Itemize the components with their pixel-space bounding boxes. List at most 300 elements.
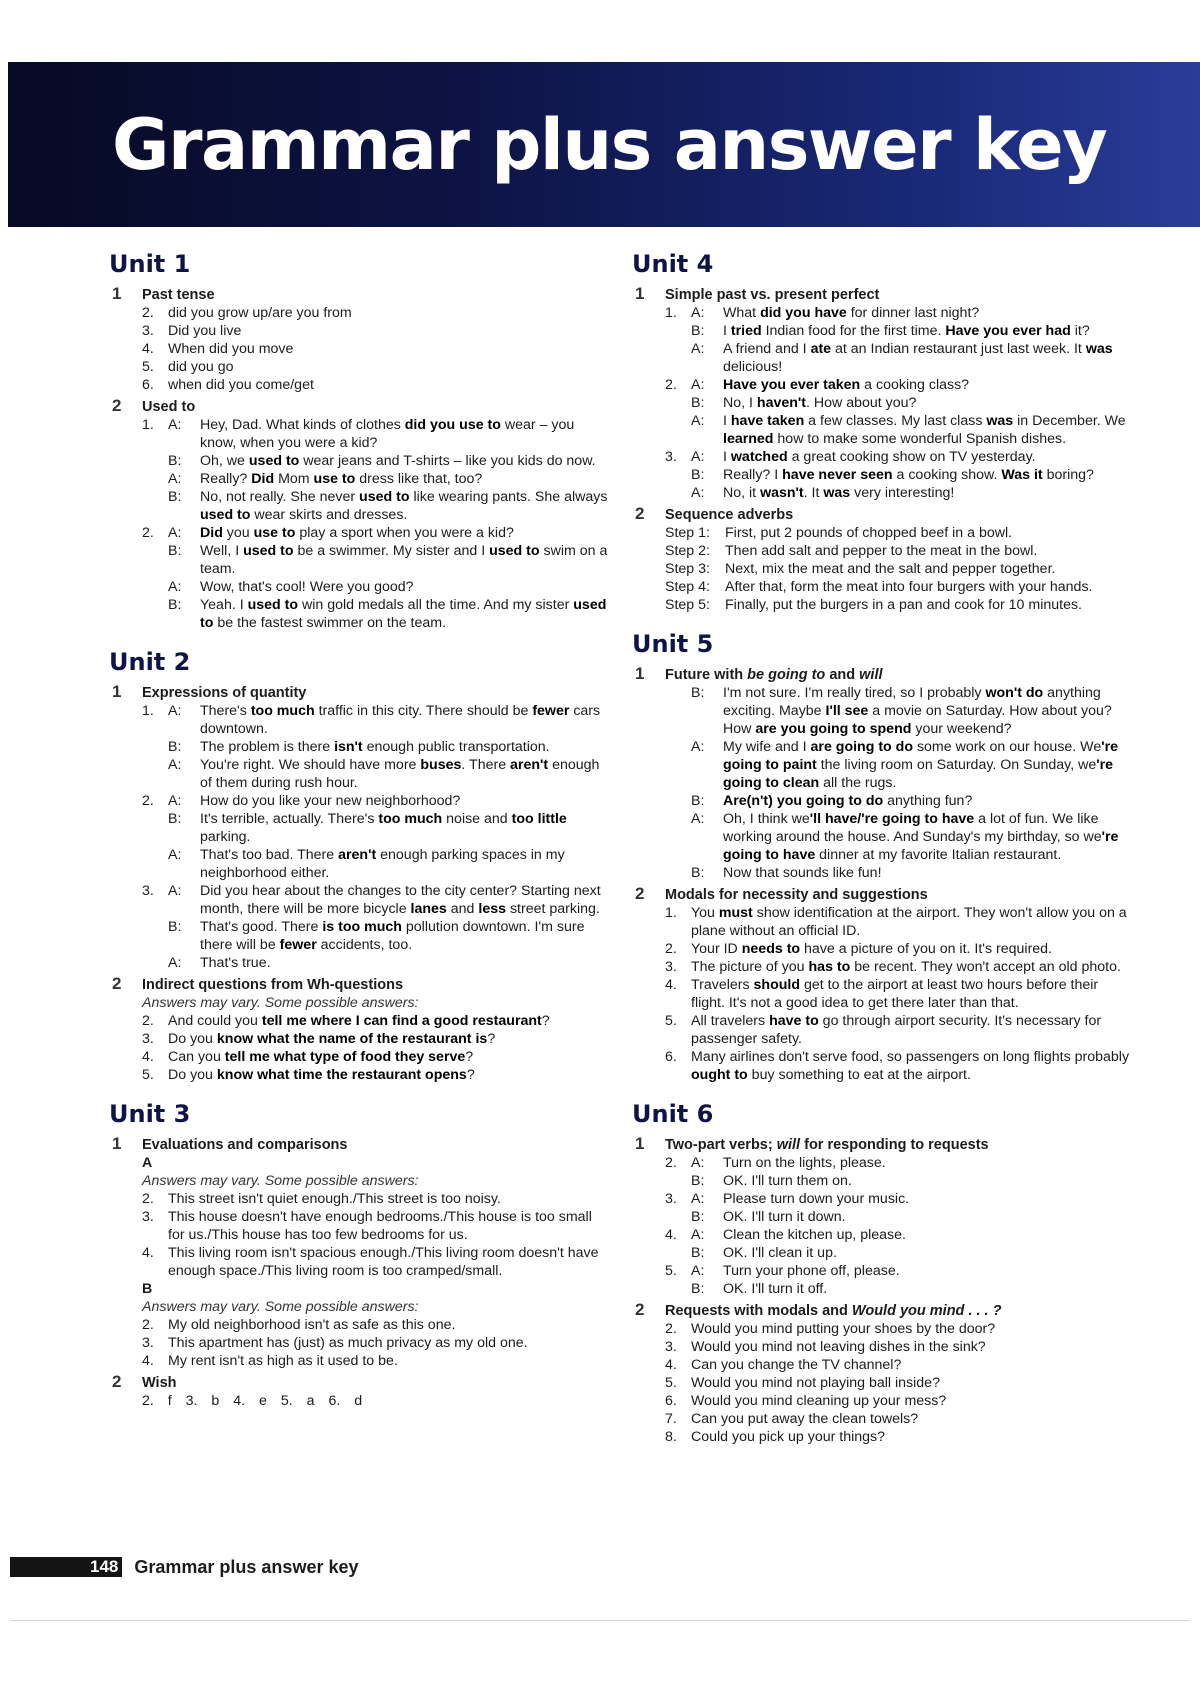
dialogue-line <box>112 578 612 596</box>
page-number: 148 <box>90 1557 122 1577</box>
item-number: 6. <box>665 1049 677 1065</box>
item-text: This street isn't quiet enough./This street is too noisy. <box>168 1191 501 1207</box>
answer-item <box>112 340 612 358</box>
item-number: 1. <box>142 703 154 719</box>
section-title: Expressions of quantity <box>142 685 307 701</box>
dialogue-line <box>112 596 612 632</box>
item-number: 6. <box>142 377 154 393</box>
dialogue-line <box>635 1280 1135 1298</box>
dialogue-line <box>112 918 612 954</box>
answer-item <box>635 1320 1135 1338</box>
dialogue-line <box>112 452 612 470</box>
dialogue-text: I watched a great cooking show on TV yesterday. <box>723 449 1036 465</box>
dialogue-text: OK. I'll turn it off. <box>723 1281 828 1297</box>
exercise-section <box>635 1136 1135 1298</box>
exercise-section <box>112 684 612 972</box>
item-text: Many airlines don't serve food, so passengers on long flights probably ought to buy something to eat at the airport. <box>691 1049 1130 1083</box>
dialogue-line <box>112 542 612 578</box>
section-number: 1 <box>112 284 122 303</box>
speaker-label: B: <box>691 1209 705 1225</box>
dialogue-line <box>635 304 1135 322</box>
step-text: Next, mix the meat and the salt and pepper together. <box>725 561 1056 577</box>
step-text: Finally, put the burgers in a pan and cook for 10 minutes. <box>725 597 1082 613</box>
answer-item <box>635 904 1135 940</box>
section-number: 1 <box>635 664 645 683</box>
item-number: 2. <box>665 1155 677 1171</box>
dialogue-line <box>112 524 612 542</box>
answers-note: Answers may vary. Some possible answers: <box>142 1299 419 1315</box>
dialogue-text: Wow, that's cool! Were you good? <box>200 579 414 595</box>
step-label: Step 2: <box>665 543 710 559</box>
speaker-label: B: <box>168 489 182 505</box>
unit-spacer <box>112 636 612 648</box>
answer-item <box>635 1356 1135 1374</box>
exercise-section <box>635 286 1135 502</box>
dialogue-line <box>635 448 1135 466</box>
dialogue-line <box>112 488 612 524</box>
section-heading <box>112 976 612 994</box>
speaker-label: A: <box>691 413 705 429</box>
dialogue-text: Well, I used to be a swimmer. My sister and I used to swim on a team. <box>200 543 608 577</box>
speaker-label: A: <box>691 305 705 321</box>
bottom-rule <box>10 1620 1190 1621</box>
step-label: Step 4: <box>665 579 710 595</box>
unit-block <box>632 618 1135 1084</box>
item-text: All travelers have to go through airport security. It's necessary for passenger safety. <box>691 1013 1102 1047</box>
section-heading <box>112 684 612 702</box>
section-number: 1 <box>635 284 645 303</box>
item-number: 3. <box>665 959 677 975</box>
item-number: 4. <box>665 1357 677 1373</box>
answer-item <box>112 1066 612 1084</box>
dialogue-line <box>635 376 1135 394</box>
footer-title: Grammar plus answer key <box>134 1556 359 1577</box>
item-number: 5. <box>142 1067 154 1083</box>
item-text: The picture of you has to be recent. They won't accept an old photo. <box>691 959 1121 975</box>
part-label: B <box>142 1281 153 1297</box>
answer-item <box>112 322 612 340</box>
unit-title: Unit 2 <box>109 648 191 676</box>
speaker-label: A: <box>168 757 182 773</box>
dialogue-line <box>635 466 1135 484</box>
section-title: Requests with modals and Would you mind . . . ? <box>665 1303 1002 1319</box>
section-title: Sequence adverbs <box>665 507 794 523</box>
section-title: Future with be going to and will <box>665 667 883 683</box>
page-footer <box>10 1555 710 1579</box>
item-number: 3. <box>142 883 154 899</box>
section-heading <box>112 1136 612 1154</box>
section-number: 1 <box>112 1134 122 1153</box>
exercise-section <box>112 286 612 394</box>
section-heading <box>112 1374 612 1392</box>
dialogue-text: Yeah. I used to win gold medals all the time. And my sister used to be the fastest swimmer on the team. <box>200 597 607 631</box>
section-number: 2 <box>635 1300 645 1319</box>
speaker-label: A: <box>691 449 705 465</box>
dialogue-text: Turn your phone off, please. <box>723 1263 900 1279</box>
speaker-label: B: <box>691 323 705 339</box>
item-number: 2. <box>665 941 677 957</box>
unit-spacer <box>635 1088 1135 1100</box>
section-title: Past tense <box>142 287 215 303</box>
item-text: Would you mind putting your shoes by the door? <box>691 1321 996 1337</box>
step-line <box>635 542 1135 560</box>
left-column <box>109 250 612 1414</box>
speaker-label: A: <box>691 377 705 393</box>
answer-item <box>112 1048 612 1066</box>
unit-block <box>632 1088 1135 1446</box>
step-line <box>635 596 1135 614</box>
dialogue-text: The problem is there isn't enough public transportation. <box>200 739 550 755</box>
exercise-section <box>635 1302 1135 1446</box>
section-number: 2 <box>112 396 122 415</box>
dialogue-text: No, I haven't. How about you? <box>723 395 917 411</box>
dialogue-line <box>635 1262 1135 1280</box>
dialogue-line <box>635 394 1135 412</box>
dialogue-text: You're right. We should have more buses. There aren't enough of them during rush hour. <box>200 757 600 791</box>
dialogue-text: Really? I have never seen a cooking show. Was it boring? <box>723 467 1094 483</box>
dialogue-line <box>635 792 1135 810</box>
speaker-label: B: <box>691 1173 705 1189</box>
item-text: You must show identification at the airport. They won't allow you on a plane without an official ID. <box>691 905 1127 939</box>
dialogue-text: That's good. There is too much pollution downtown. I'm sure there will be fewer accidents, too. <box>200 919 585 953</box>
dialogue-text: Oh, I think we'll have/'re going to have a lot of fun. We like working around the house. And Sunday's my birthday, so we're going to have dinner at my favorite Italian restaurant. <box>723 811 1119 863</box>
title-banner <box>8 62 1200 227</box>
dialogue-text: Clean the kitchen up, please. <box>723 1227 906 1243</box>
dialogue-line <box>635 738 1135 792</box>
section-heading <box>112 398 612 416</box>
dialogue-line <box>635 1190 1135 1208</box>
item-text: And could you tell me where I can find a good restaurant? <box>168 1013 550 1029</box>
speaker-label: A: <box>168 471 182 487</box>
item-number: 4. <box>665 977 677 993</box>
section-title: Wish <box>142 1375 177 1391</box>
section-heading <box>635 286 1135 304</box>
answer-item <box>112 1352 612 1370</box>
answer-item <box>112 304 612 322</box>
item-text: Can you tell me what type of food they serve? <box>168 1049 474 1065</box>
answer-item <box>112 1334 612 1352</box>
dialogue-text: Did you use to play a sport when you were a kid? <box>200 525 514 541</box>
speaker-label: B: <box>168 919 182 935</box>
section-title: Simple past vs. present perfect <box>665 287 880 303</box>
dialogue-line <box>112 470 612 488</box>
speaker-label: A: <box>691 1191 705 1207</box>
speaker-label: A: <box>168 703 182 719</box>
item-number: 1. <box>665 305 677 321</box>
unit-block <box>109 636 612 1084</box>
speaker-label: A: <box>691 485 705 501</box>
item-text: My rent isn't as high as it used to be. <box>168 1353 398 1369</box>
dialogue-line <box>635 1244 1135 1262</box>
item-number: 4. <box>142 1353 154 1369</box>
dialogue-text: Have you ever taken a cooking class? <box>723 377 970 393</box>
dialogue-text: What did you have for dinner last night? <box>723 305 980 321</box>
dialogue-text: I have taken a few classes. My last class was in December. We learned how to make some wonderful Spanish dishes. <box>723 413 1126 447</box>
unit-title: Unit 4 <box>632 250 714 278</box>
step-text: Then add salt and pepper to the meat in the bowl. <box>725 543 1038 559</box>
item-text: Could you pick up your things? <box>691 1429 886 1445</box>
speaker-label: A: <box>168 417 182 433</box>
speaker-label: A: <box>691 811 705 827</box>
section-number: 1 <box>635 1134 645 1153</box>
step-label: Step 1: <box>665 525 710 541</box>
unit-title: Unit 3 <box>109 1100 191 1128</box>
part-label: A <box>142 1155 153 1171</box>
dialogue-line <box>112 882 612 918</box>
item-number: 2. <box>142 1317 154 1333</box>
item-number: 3. <box>665 449 677 465</box>
answer-item <box>635 976 1135 1012</box>
speaker-label: B: <box>691 395 705 411</box>
item-text: This house doesn't have enough bedrooms./This house is too small for us./This house has too few bedrooms for us. <box>168 1209 592 1243</box>
section-title: Indirect questions from Wh-questions <box>142 977 404 993</box>
item-number: 5. <box>142 359 154 375</box>
item-number: 2. <box>142 1191 154 1207</box>
answer-item <box>635 1048 1135 1084</box>
answers-note: Answers may vary. Some possible answers: <box>142 1173 419 1189</box>
item-number: 8. <box>665 1429 677 1445</box>
item-number: 4. <box>142 1049 154 1065</box>
step-text: First, put 2 pounds of chopped beef in a bowl. <box>725 525 1013 541</box>
item-number: 2. <box>142 1013 154 1029</box>
unit-spacer <box>635 618 1135 630</box>
speaker-label: A: <box>691 341 705 357</box>
item-number: 5. <box>665 1013 677 1029</box>
speaker-label: B: <box>691 1281 705 1297</box>
answer-item <box>112 1244 612 1280</box>
item-number: 3. <box>665 1339 677 1355</box>
dialogue-line <box>112 954 612 972</box>
answer-item <box>635 940 1135 958</box>
dialogue-text: That's too bad. There aren't enough parking spaces in my neighborhood either. <box>200 847 565 881</box>
section-title: Used to <box>142 399 196 415</box>
dialogue-line <box>635 864 1135 882</box>
dialogue-text: Turn on the lights, please. <box>723 1155 886 1171</box>
step-label: Step 3: <box>665 561 710 577</box>
speaker-label: A: <box>691 1263 705 1279</box>
step-line <box>635 560 1135 578</box>
item-number: 3. <box>665 1191 677 1207</box>
item-text: did you go <box>168 359 234 375</box>
item-text: Your ID needs to have a picture of you on it. It's required. <box>691 941 1053 957</box>
answer-list: 2. f 3. b 4. e 5. a 6. d <box>142 1393 363 1409</box>
speaker-label: A: <box>691 1227 705 1243</box>
step-line <box>635 524 1135 542</box>
section-title: Two-part verbs; will for responding to requests <box>665 1137 989 1153</box>
item-text: when did you come/get <box>168 377 314 393</box>
speaker-label: A: <box>691 1155 705 1171</box>
dialogue-text: Are(n't) you going to do anything fun? <box>723 793 973 809</box>
dialogue-line <box>112 416 612 452</box>
speaker-label: B: <box>168 811 182 827</box>
unit-title: Unit 6 <box>632 1100 714 1128</box>
item-text: Travelers should get to the airport at least two hours before their flight. It's not a good idea to get there later than that. <box>691 977 1099 1011</box>
speaker-label: A: <box>168 793 182 809</box>
item-text: This living room isn't spacious enough./This living room doesn't have enough space./This living room is too cramped/small. <box>168 1245 599 1279</box>
section-title: Modals for necessity and suggestions <box>665 887 928 903</box>
speaker-label: B: <box>691 865 705 881</box>
unit-block <box>109 1088 612 1410</box>
speaker-label: B: <box>168 543 182 559</box>
item-number: 3. <box>142 323 154 339</box>
speaker-label: A: <box>168 525 182 541</box>
item-number: 4. <box>142 1245 154 1261</box>
section-heading <box>635 666 1135 684</box>
dialogue-line <box>635 1154 1135 1172</box>
dialogue-line <box>112 846 612 882</box>
speaker-label: B: <box>168 739 182 755</box>
item-text: Do you know what time the restaurant opens? <box>168 1067 475 1083</box>
answer-item <box>112 1316 612 1334</box>
item-text: Would you mind not playing ball inside? <box>691 1375 940 1391</box>
item-text: Can you change the TV channel? <box>691 1357 902 1373</box>
speaker-label: A: <box>168 579 182 595</box>
item-number: 4. <box>142 341 154 357</box>
exercise-section <box>112 1136 612 1370</box>
item-number: 3. <box>142 1335 154 1351</box>
speaker-label: A: <box>168 847 182 863</box>
dialogue-line <box>112 756 612 792</box>
dialogue-line <box>635 810 1135 864</box>
item-text: Would you mind cleaning up your mess? <box>691 1393 947 1409</box>
dialogue-line <box>112 810 612 846</box>
section-number: 2 <box>635 504 645 523</box>
answer-item <box>635 1410 1135 1428</box>
dialogue-line <box>635 322 1135 340</box>
speaker-label: B: <box>691 1245 705 1261</box>
item-number: 2. <box>142 305 154 321</box>
answer-item <box>112 1012 612 1030</box>
dialogue-text: It's terrible, actually. There's too much noise and too little parking. <box>200 811 567 845</box>
exercise-section <box>635 886 1135 1084</box>
speaker-label: B: <box>691 467 705 483</box>
item-text: When did you move <box>168 341 294 357</box>
dialogue-line <box>112 738 612 756</box>
item-number: 6. <box>665 1393 677 1409</box>
item-text: Do you know what the name of the restaurant is? <box>168 1031 496 1047</box>
item-text: Can you put away the clean towels? <box>691 1411 919 1427</box>
speaker-label: A: <box>168 883 182 899</box>
unit-spacer <box>112 1088 612 1100</box>
dialogue-text: OK. I'll turn them on. <box>723 1173 852 1189</box>
unit-title: Unit 1 <box>109 250 191 278</box>
unit-block <box>109 250 612 632</box>
exercise-section <box>112 976 612 1084</box>
section-number: 2 <box>635 884 645 903</box>
item-number: 4. <box>665 1227 677 1243</box>
item-number: 1. <box>665 905 677 921</box>
dialogue-line <box>635 412 1135 448</box>
section-heading <box>635 886 1135 904</box>
item-number: 5. <box>665 1375 677 1391</box>
answer-item <box>635 958 1135 976</box>
item-number: 1. <box>142 417 154 433</box>
item-number: 2. <box>665 377 677 393</box>
answer-item <box>635 1392 1135 1410</box>
item-text: did you grow up/are you from <box>168 305 352 321</box>
dialogue-text: Did you hear about the changes to the city center? Starting next month, there will be more bicycle lanes and less street parking. <box>200 883 601 917</box>
item-number: 3. <box>142 1031 154 1047</box>
exercise-section <box>112 1374 612 1410</box>
item-number: 5. <box>665 1263 677 1279</box>
dialogue-text: No, not really. She never used to like wearing pants. She always used to wear skirts and dresses. <box>200 489 608 523</box>
dialogue-line <box>635 1172 1135 1190</box>
dialogue-text: Now that sounds like fun! <box>723 865 882 881</box>
section-heading <box>635 506 1135 524</box>
section-title: Evaluations and comparisons <box>142 1137 348 1153</box>
dialogue-text: OK. I'll turn it down. <box>723 1209 846 1225</box>
item-number: 2. <box>142 525 154 541</box>
item-text: My old neighborhood isn't as safe as this one. <box>168 1317 456 1333</box>
dialogue-text: No, it wasn't. It was very interesting! <box>723 485 955 501</box>
footer-bar <box>10 1557 90 1577</box>
exercise-section <box>635 506 1135 614</box>
dialogue-line <box>112 702 612 738</box>
section-heading <box>112 286 612 304</box>
dialogue-text: There's too much traffic in this city. There should be fewer cars downtown. <box>200 703 601 737</box>
step-line <box>635 578 1135 596</box>
item-text: Did you live <box>168 323 242 339</box>
dialogue-text: Really? Did Mom use to dress like that, too? <box>200 471 483 487</box>
unit-title: Unit 5 <box>632 630 714 658</box>
dialogue-text: My wife and I are going to do some work on our house. We're going to paint the living room on Saturday. On Sunday, we're going to clean all the rugs. <box>723 739 1119 791</box>
step-label: Step 5: <box>665 597 710 613</box>
right-column <box>632 250 1135 1450</box>
answer-item <box>112 1030 612 1048</box>
dialogue-text: That's true. <box>200 955 271 971</box>
step-text: After that, form the meat into four burgers with your hands. <box>725 579 1093 595</box>
dialogue-line <box>635 340 1135 376</box>
section-number: 1 <box>112 682 122 701</box>
dialogue-text: How do you like your new neighborhood? <box>200 793 461 809</box>
exercise-section <box>112 398 612 632</box>
dialogue-text: OK. I'll clean it up. <box>723 1245 837 1261</box>
dialogue-text: Oh, we used to wear jeans and T-shirts – like you kids do now. <box>200 453 596 469</box>
item-text: This apartment has (just) as much privacy as my old one. <box>168 1335 528 1351</box>
answer-item <box>112 1190 612 1208</box>
section-number: 2 <box>112 1372 122 1391</box>
section-number: 2 <box>112 974 122 993</box>
answer-item <box>112 376 612 394</box>
dialogue-text: Hey, Dad. What kinds of clothes did you use to wear – you know, when you were a kid? <box>200 417 575 451</box>
item-number: 2. <box>665 1321 677 1337</box>
answers-note: Answers may vary. Some possible answers: <box>142 995 419 1011</box>
answer-item <box>635 1012 1135 1048</box>
dialogue-line <box>112 792 612 810</box>
dialogue-text: I'm not sure. I'm really tired, so I probably won't do anything exciting. Maybe I'll see a movie on Saturday. How about you? How are you going to spend your weekend? <box>723 685 1112 737</box>
speaker-label: B: <box>168 453 182 469</box>
item-number: 3. <box>142 1209 154 1225</box>
answer-item <box>635 1428 1135 1446</box>
dialogue-text: Please turn down your music. <box>723 1191 910 1207</box>
answer-item <box>112 358 612 376</box>
dialogue-text: A friend and I ate at an Indian restaurant just last week. It was delicious! <box>723 341 1113 375</box>
item-number: 7. <box>665 1411 677 1427</box>
answer-item <box>112 1208 612 1244</box>
item-number: 2. <box>142 793 154 809</box>
dialogue-line <box>635 484 1135 502</box>
unit-block <box>632 250 1135 614</box>
item-text: Would you mind not leaving dishes in the sink? <box>691 1339 986 1355</box>
dialogue-text: I tried Indian food for the first time. Have you ever had it? <box>723 323 1090 339</box>
dialogue-line <box>635 684 1135 738</box>
page-title: Grammar plus answer key <box>112 104 1107 186</box>
speaker-label: B: <box>691 793 705 809</box>
exercise-section <box>635 666 1135 882</box>
dialogue-line <box>635 1208 1135 1226</box>
speaker-label: A: <box>168 955 182 971</box>
speaker-label: A: <box>691 739 705 755</box>
